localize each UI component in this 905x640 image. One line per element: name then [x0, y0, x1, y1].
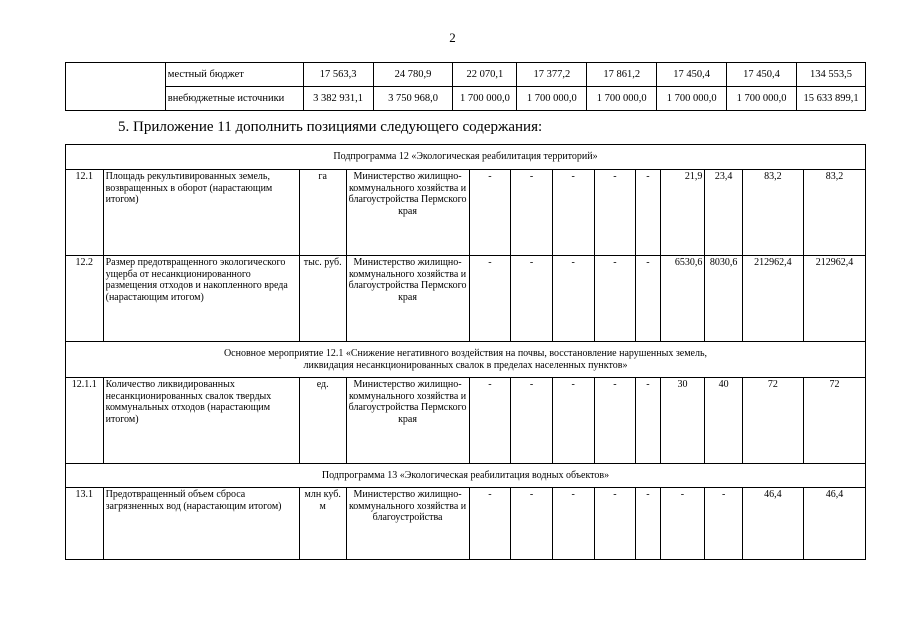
unit: тыс. руб. [299, 256, 346, 342]
table-row [66, 170, 866, 256]
value-cell: 46,4 [803, 488, 865, 560]
value-cell: - [511, 488, 553, 560]
value-cell: 72 [803, 378, 865, 464]
value-cell: 21,9 [660, 170, 705, 256]
value-cell: 17 377,2 [517, 63, 587, 87]
value-cell: - [469, 378, 511, 464]
indicator-name: Площадь рекультивированных земель, возвращенных в оборот (нарастающим итогом) [103, 170, 299, 256]
indicators-table [65, 144, 866, 560]
value-cell: 24 780,9 [373, 63, 453, 87]
row-number: 12.2 [66, 256, 104, 342]
value-cell: - [636, 488, 660, 560]
section-heading: 5. Приложение 11 дополнить позициями следующего содержания: [118, 119, 543, 135]
value-cell: - [594, 170, 636, 256]
organization: Министерство жилищно-коммунального хозяйства и благоустройства Пермского края [346, 256, 469, 342]
indicator-name: Количество ликвидированных несанкционированных свалок твердых коммунальных отходов (нарастающим итогом) [103, 378, 299, 464]
value-cell: 1 700 000,0 [517, 87, 587, 111]
value-cell: 83,2 [742, 170, 803, 256]
value-cell: 1 700 000,0 [727, 87, 797, 111]
table-row [66, 488, 866, 560]
value-cell: - [511, 256, 553, 342]
subprogram-title: Подпрограмма 12 «Экологическая реабилитация территорий» [66, 145, 866, 170]
subprogram-13-row [66, 464, 866, 488]
value-cell: - [594, 378, 636, 464]
subprogram-12-row [66, 145, 866, 170]
budget-table [65, 62, 866, 111]
unit: млн куб. м [299, 488, 346, 560]
value-cell: - [636, 378, 660, 464]
row-label: местный бюджет [165, 63, 303, 87]
indicator-name: Размер предотвращенного экологического ущерба от несанкционированного размещения отходов и накопленного вреда (нарастающим итогом) [103, 256, 299, 342]
value-cell: - [636, 256, 660, 342]
row-number: 13.1 [66, 488, 104, 560]
value-cell: 46,4 [742, 488, 803, 560]
main-event-title [66, 342, 866, 378]
value-cell: - [660, 488, 705, 560]
value-cell: 17 450,4 [657, 63, 727, 87]
value-cell: - [469, 170, 511, 256]
value-cell: 83,2 [803, 170, 865, 256]
value-cell: 17 450,4 [727, 63, 797, 87]
value-cell: 1 700 000,0 [453, 87, 517, 111]
value-cell: 17 861,2 [587, 63, 657, 87]
value-cell: 40 [705, 378, 743, 464]
budget-row-local [66, 63, 866, 87]
value-cell: - [636, 170, 660, 256]
unit: га [299, 170, 346, 256]
value-cell: - [594, 256, 636, 342]
value-cell: 1 700 000,0 [587, 87, 657, 111]
subprogram-title: Подпрограмма 13 «Экологическая реабилитация водных объектов» [66, 464, 866, 488]
budget-row-extra [66, 87, 866, 111]
unit: ед. [299, 378, 346, 464]
page-number: 2 [449, 30, 456, 45]
organization: Министерство жилищно-коммунального хозяйства и благоустройства [346, 488, 469, 560]
organization: Министерство жилищно-коммунального хозяйства и благоустройства Пермского края [346, 170, 469, 256]
main-event-title-line1: Основное мероприятие 12.1 «Снижение негативного воздействия на почвы, восстановление нарушенных земель, [223, 348, 708, 359]
table-row [66, 256, 866, 342]
organization: Министерство жилищно-коммунального хозяйства и благоустройства Пермского края [346, 378, 469, 464]
main-event-12-1-row [66, 342, 866, 378]
value-cell: 72 [742, 378, 803, 464]
value-cell: 15 633 899,1 [797, 87, 866, 111]
row-number: 12.1.1 [66, 378, 104, 464]
value-cell: - [511, 378, 553, 464]
row-label: внебюджетные источники [165, 87, 303, 111]
value-cell: 134 553,5 [797, 63, 866, 87]
main-event-title-line2: ликвидация несанкционированных свалок в пределах населенных пунктов» [303, 359, 628, 371]
value-cell: - [552, 256, 594, 342]
indicator-name: Предотвращенный объем сброса загрязненных вод (нарастающим итогом) [103, 488, 299, 560]
value-cell: 23,4 [705, 170, 743, 256]
value-cell: 6530,6 [660, 256, 705, 342]
value-cell: - [552, 488, 594, 560]
row-number: 12.1 [66, 170, 104, 256]
value-cell: 30 [660, 378, 705, 464]
value-cell: 1 700 000,0 [657, 87, 727, 111]
table-row [66, 378, 866, 464]
value-cell: 3 382 931,1 [303, 87, 373, 111]
value-cell: 22 070,1 [453, 63, 517, 87]
value-cell: - [552, 170, 594, 256]
value-cell: 212962,4 [803, 256, 865, 342]
value-cell: - [469, 256, 511, 342]
value-cell: - [552, 378, 594, 464]
value-cell: 212962,4 [742, 256, 803, 342]
value-cell: - [594, 488, 636, 560]
value-cell: - [469, 488, 511, 560]
value-cell: - [511, 170, 553, 256]
value-cell: - [705, 488, 743, 560]
value-cell: 17 563,3 [303, 63, 373, 87]
empty-cell [66, 63, 166, 111]
value-cell: 8030,6 [705, 256, 743, 342]
value-cell: 3 750 968,0 [373, 87, 453, 111]
